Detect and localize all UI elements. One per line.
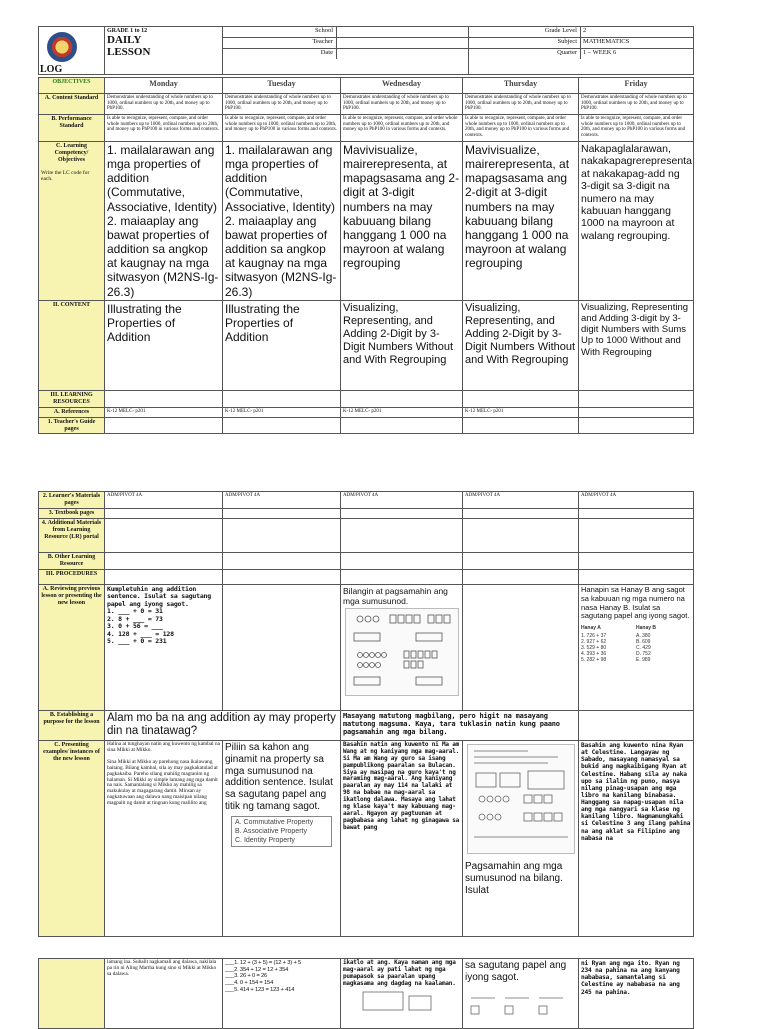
tg-thu — [463, 417, 579, 434]
lesson-table-page1 — [38, 77, 694, 434]
match-answer: E. 989 — [636, 657, 651, 664]
page-2 — [38, 491, 693, 937]
presenting-cont-thu-cell — [463, 959, 579, 1029]
performance-standard-wed: Is able to recognize, represent, compare, and order whole numbers up to 1000, ordinal numbers up to 20th, and money up to PhP100 in various forms and contexts. — [341, 115, 463, 142]
add-wed — [341, 518, 463, 552]
title-daily: DAILY — [107, 34, 142, 46]
additional-materials-label: 4. Additional Materials from Learning Resource (LR) portal — [39, 518, 105, 552]
tb-thu — [463, 509, 579, 519]
date-label: Date — [320, 49, 333, 56]
presenting-wed: Basahin natin ang kuwento ni Ma am Wang at ng kaniyang mga mag-aaral. Si Ma am Wang ay guro sa isang pampublikong paaralan sa Bulacan. Siya ay masipag na guro kaya't ng maraming mag-aaral. Ang kaniyang paaralan ay may 114 na lalaki at 98 na babae na mag-aaral sa ikatlong dalawa. Masaya ang lahat ng klase kaya't may kabuuang mag-aaral. Ngayon ay pagtuunan at pagbabasa ang lahat ng ginagawa sa bawat pang — [341, 741, 463, 937]
content-wed: Visualizing, Representing, and Adding 2-Digit by 3-Digit Numbers Without and With Regrouping — [341, 300, 463, 390]
counting-figure — [345, 608, 459, 696]
property-choices-box — [231, 816, 332, 847]
presenting-thu-cell — [463, 741, 579, 937]
proc-fri — [579, 569, 694, 584]
content-label: II. CONTENT — [39, 300, 105, 390]
school-label: School — [314, 27, 333, 34]
performance-standard-mon: Is able to recognize, represent, compare, and order whole numbers up to 1000, ordinal numbers up to 20th, and money up to PhP100 in various forms and contexts. — [105, 115, 223, 142]
presenting-tue-cell — [223, 741, 341, 937]
presenting-fri: Basahin ang kuwento nina Ryan at Celestine. Langayaw ng Sabado, masayang namasyal sa bukid ang magkaibigang Ryan at Celestine. Habang sila ay naka upo sa ilalim ng puno, masya nilang pinag-usapan ang mga libro na kanilang binabasa. Hanggang sa napag-usapan nila ang mga nangyari sa klase ng kanilang libro. Nagmamungkahi si Celestine 3 ang ilang pahina na ang aklat sa Filipino ang nabasa na — [579, 741, 694, 937]
resources-thu — [463, 390, 579, 407]
tg-mon — [105, 417, 223, 434]
reviewing-fri-cell — [579, 584, 694, 710]
lm-wed: ADM/PIVOT 4A — [341, 492, 463, 509]
references-fri — [579, 407, 694, 417]
competency-thu: Mavivisualize, mairerepresenta, at mapagsasama ang 2-digit at 3-digit numbers na may kabuuang bilang hanggang 1 000 na mayroon at walang regrouping — [463, 142, 579, 301]
presenting-cont-wed-cell — [341, 959, 463, 1029]
competency-note: Write the LC code for each. — [41, 169, 90, 182]
match-answer: C. 429 — [636, 645, 651, 652]
content-standard-thu: Demonstrates understanding of whole numbers up to 1000, ordinal numbers up to 20th, and money up to PhP100. — [463, 94, 579, 115]
teacher-label: Teacher — [312, 38, 333, 45]
teachers-guide-label: 1. Teacher's Guide pages — [39, 417, 105, 434]
reviewing-wed-cell — [341, 584, 463, 710]
purpose-label: B. Establishing a purpose for the lesson — [39, 710, 105, 740]
tb-tue — [223, 509, 341, 519]
add-thu — [463, 518, 579, 552]
content-standard-fri: Demonstrates understanding of whole numbers up to 1000, ordinal numbers up to 20th, and money up to PhP100. — [579, 94, 694, 115]
page-1 — [38, 26, 693, 434]
header-title-cell — [105, 27, 223, 75]
other-tue — [223, 552, 341, 569]
resources-fri — [579, 390, 694, 407]
tg-tue — [223, 417, 341, 434]
resources-wed — [341, 390, 463, 407]
header-grade-block — [469, 27, 694, 75]
competency-label-cell — [39, 142, 105, 301]
references-label: A. References — [39, 407, 105, 417]
property-choice: A. Commutative Property — [235, 818, 314, 826]
content-standard-mon: Demonstrates understanding of whole numbers up to 1000, ordinal numbers up to 20th, and money up to PhP100. — [105, 94, 223, 115]
add-mon — [105, 518, 223, 552]
content-standard-label: A. Content Standard — [39, 94, 105, 115]
quarter-value: 1 – WEEK 6 — [580, 49, 693, 59]
grade-level-label: Grade Level — [544, 27, 577, 34]
school-field — [336, 27, 468, 37]
match-col-a — [581, 625, 636, 663]
match-item: 2. 927 + 62 — [581, 639, 607, 646]
textbook-label: 3. Textbook pages — [39, 509, 105, 519]
presenting-thu-text: Pagsamahin ang mga sumusunod na bilang. Isulat — [465, 861, 563, 896]
page-3 — [38, 958, 693, 1029]
day-friday: Friday — [579, 78, 694, 94]
purpose-fri — [579, 710, 694, 740]
content-mon: Illustrating the Properties of Addition — [105, 300, 223, 390]
subject-value: MATHEMATICS — [580, 38, 693, 48]
competency-mon: 1. mailalarawan ang mga properties of addition (Commutative, Associative, Identity) 2. maiaaplay ang bawat properties of addition sa angkop at kaugnay na mga sitwasyon (M2NS-Ig-26.3) — [105, 142, 223, 301]
reviewing-fri-text: Hanapin sa Hanay B ang sagot sa kabuuan ng mga numero na nasa Hanay B. Isulat sa sagutang papel ang iyong sagot. — [581, 584, 690, 621]
add-tue — [223, 518, 341, 552]
add-fri — [579, 518, 694, 552]
grade-range: GRADE 1 to 12 — [107, 28, 148, 34]
learners-materials-label: 2. Learner's Materials pages — [39, 492, 105, 509]
match-col-b — [636, 625, 691, 663]
proc-thu — [463, 569, 579, 584]
lm-thu: ADM/PIVOT 4A — [463, 492, 579, 509]
competency-tue: 1. mailalarawan ang mga properties of addition (Commutative, Associative, Identity) 2. maiaaplay ang bawat properties of addition sa angkop at kaugnay na mga sitwasyon (M2NS-Ig-26.3) — [223, 142, 341, 301]
match-answer: D. 752 — [636, 651, 651, 658]
presenting-cont-fri: ni Ryan ang mga ito. Ryan ng 234 na pahina na ang kanyang nababasa, samantalang si Celestine ay nababasa na ang 245 na pahina. — [579, 959, 694, 1029]
addition-figure — [467, 744, 575, 854]
other-mon — [105, 552, 223, 569]
tb-mon — [105, 509, 223, 519]
references-tue: K-12 MELC- p201 — [223, 407, 341, 417]
header-school-block — [223, 27, 469, 75]
objectives-header: OBJECTIVES — [39, 78, 105, 94]
property-choice: C. Identity Property — [235, 836, 295, 844]
day-monday: Monday — [105, 78, 223, 94]
other-fri — [579, 552, 694, 569]
competency-wed: Mavivisualize, mairerepresenta, at mapagsasama ang 2-digit at 3-digit numbers na may kabuuang bilang hanggang 1 000 na mayroon at walang regrouping — [341, 142, 463, 301]
competency-fri: Nakapaglalarawan, nakakapagrerepresenta at nakakapag-add ng 3-digit sa 3-digit na numero na may kabuuan hanggang 1000 na mayroon at walang regrouping. — [579, 142, 694, 301]
performance-standard-thu: Is able to recognize, represent, compare, and order whole numbers up to 1000, ordinal numbers up to 20th, and money up to PhP100 in various forms and contexts. — [463, 115, 579, 142]
lm-fri: ADM/PIVOT 4A — [579, 492, 694, 509]
property-choice: B. Associative Property — [235, 827, 307, 835]
quarter-label: Quarter — [557, 49, 577, 56]
date-field — [336, 49, 468, 59]
lm-tue: ADM/PIVOT 4A — [223, 492, 341, 509]
match-col-b-header: Hanay B — [636, 625, 657, 632]
references-mon: K-12 MELC- p201 — [105, 407, 223, 417]
day-thursday: Thursday — [463, 78, 579, 94]
title-lesson: LESSON — [107, 45, 151, 58]
deped-seal-icon — [47, 32, 77, 62]
match-item: 3. 529 + 80 — [581, 645, 607, 652]
resources-mon — [105, 390, 223, 407]
content-fri: Visualizing, Representing and Adding 3-digit by 3-digit Numbers with Sums Up to 1000 Without and With Regrouping — [579, 300, 694, 390]
match-answer: A. 380 — [636, 633, 651, 640]
reviewing-mon: Kumpletuhin ang addition sentence. Isulat sa sagutang papel ang iyong sagot. 1. ___ + 0 = 31 2. 8 + ___ = 73 3. 0 + 56 = ___ 4. 128 + ___ = 128 5. ___ + 0 = 231 — [105, 584, 223, 710]
match-col-a-header: Hanay A — [581, 625, 601, 632]
lesson-table-page2 — [38, 491, 694, 937]
reviewing-label: A. Reviewing previous lesson or presenting the new lesson — [39, 584, 105, 710]
reviewing-thu — [463, 584, 579, 710]
performance-standard-label: B. Performance Standard — [39, 115, 105, 142]
performance-standard-tue: Is able to recognize, represent, compare, and order whole numbers up to 1000, ordinal numbers up to 20th, and money up to PhP100 in various forms and contexts. — [223, 115, 341, 142]
day-wednesday: Wednesday — [341, 78, 463, 94]
presenting-label: C. Presenting examples/ instances of the new lesson — [39, 741, 105, 937]
teacher-field — [336, 38, 468, 48]
purpose-mon: Alam mo ba na ang addition ay may property din na tinatawag? — [105, 710, 341, 740]
title-log: LOG — [40, 64, 63, 75]
day-tuesday: Tuesday — [223, 78, 341, 94]
lesson-table-page3 — [38, 958, 694, 1029]
classroom-figure — [343, 988, 453, 1014]
subject-label: Subject — [557, 38, 577, 45]
resources-label: III. LEARNING RESOURCES — [39, 390, 105, 407]
content-tue: Illustrating the Properties of Addition — [223, 300, 341, 390]
tg-fri — [579, 417, 694, 434]
presenting-cont-mon: lamang ina. Subalit nagkamali ang dalawa, nakilala pa rin ni Aling Martha kung sino si Mikki at Mikko sa dalawa. — [105, 959, 223, 1029]
proc-wed — [341, 569, 463, 584]
competency-label: C. Learning Competency/ Objectives — [54, 143, 89, 163]
tb-fri — [579, 509, 694, 519]
proc-tue — [223, 569, 341, 584]
match-item: 5. 282 + 98 — [581, 657, 607, 664]
references-wed: K-12 MELC- p201 — [341, 407, 463, 417]
presenting-mon: Halina at tunghayan natin ang kuwento ng kambal na sina Mikki at Mikko. Sina Mikki at Mikko ay parehong nasa ikalawang baitang. Bilang kambal, sila ay may pagkakatulad at pagkakaiba. Pareho silang mahilig magtanim ng halaman. Si Mikki ay simple lamang ang mga damit na nais. Samantalang si Mikko ay mahilig sa makukulay at magagarang damit. Minsan ay nagkatuwaan ang dalawa nang maisipan nilang magpalit ng damit at tingnan kung malilito ang — [105, 741, 223, 937]
resources-tue — [223, 390, 341, 407]
procedures-label: III. PROCEDURES — [39, 569, 105, 584]
presenting-tue-text: Piliin sa kahon ang ginamit na property sa mga sumusunod na addition sentence. Isulat sa sagutang papel ang titik ng tamang sagot. — [225, 742, 333, 812]
proc-mon — [105, 569, 223, 584]
presenting-cont-label — [39, 959, 105, 1029]
presenting-cont-tue: ___1. 12 + (3 + 5) = (12 + 3) + 5 ___2. 354 + 12 = 12 + 354 ___3. 26 + 0 = 26 ___4. 0 + 154 = 154 ___5. 414 + 123 = 123 + 414 — [223, 959, 341, 1029]
content-standard-tue: Demonstrates understanding of whole numbers up to 1000, ordinal numbers up to 20th, and money up to PhP100. — [223, 94, 341, 115]
tb-wed — [341, 509, 463, 519]
match-answer: B. 609 — [636, 639, 651, 646]
references-thu: K-12 MELC- p201 — [463, 407, 579, 417]
content-standard-wed: Demonstrates understanding of whole numbers up to 1000, ordinal numbers up to 20th, and money up to PhP100. — [341, 94, 463, 115]
reviewing-wed-text: Bilangin at pagsamahin ang mga sumusunod. — [343, 585, 448, 606]
other-thu — [463, 552, 579, 569]
tg-wed — [341, 417, 463, 434]
header-table — [38, 26, 694, 75]
match-table — [581, 625, 691, 663]
presenting-cont-thu: sa sagutang papel ang iyong sagot. — [465, 960, 567, 983]
addition-problems-figure — [465, 984, 575, 1018]
other-resources-label: B. Other Learning Resource — [39, 552, 105, 569]
performance-standard-fri: Is able to recognize, represent, compare, and order whole numbers up to 1000, ordinal numbers up to 20th, and money up to PhP100 in various forms and contexts. — [579, 115, 694, 142]
lm-mon: ADM/PIVOT 4A — [105, 492, 223, 509]
other-wed — [341, 552, 463, 569]
content-thu: Visualizing, Representing, and Adding 2-Digit by 3-Digit Numbers Without and With Regrouping — [463, 300, 579, 390]
purpose-wed: Masayang matutong magbilang, pero higit na masayang matutong magsuma. Kaya, tara tuklasin natin kung paano pagsamahin ang mga bilang. — [341, 710, 579, 740]
match-item: 1. 726 + 37 — [581, 633, 607, 640]
presenting-cont-wed: ikatlo at ang. Kaya naman ang mga mag-aaral ay pati lahat ng mga pumapasok sa paaralan upang magkasama ang dagdag na kaalaman. — [343, 959, 456, 987]
reviewing-tue — [223, 584, 341, 710]
match-item: 4. 393 + 36 — [581, 651, 607, 658]
grade-level-value: 2 — [580, 27, 693, 37]
